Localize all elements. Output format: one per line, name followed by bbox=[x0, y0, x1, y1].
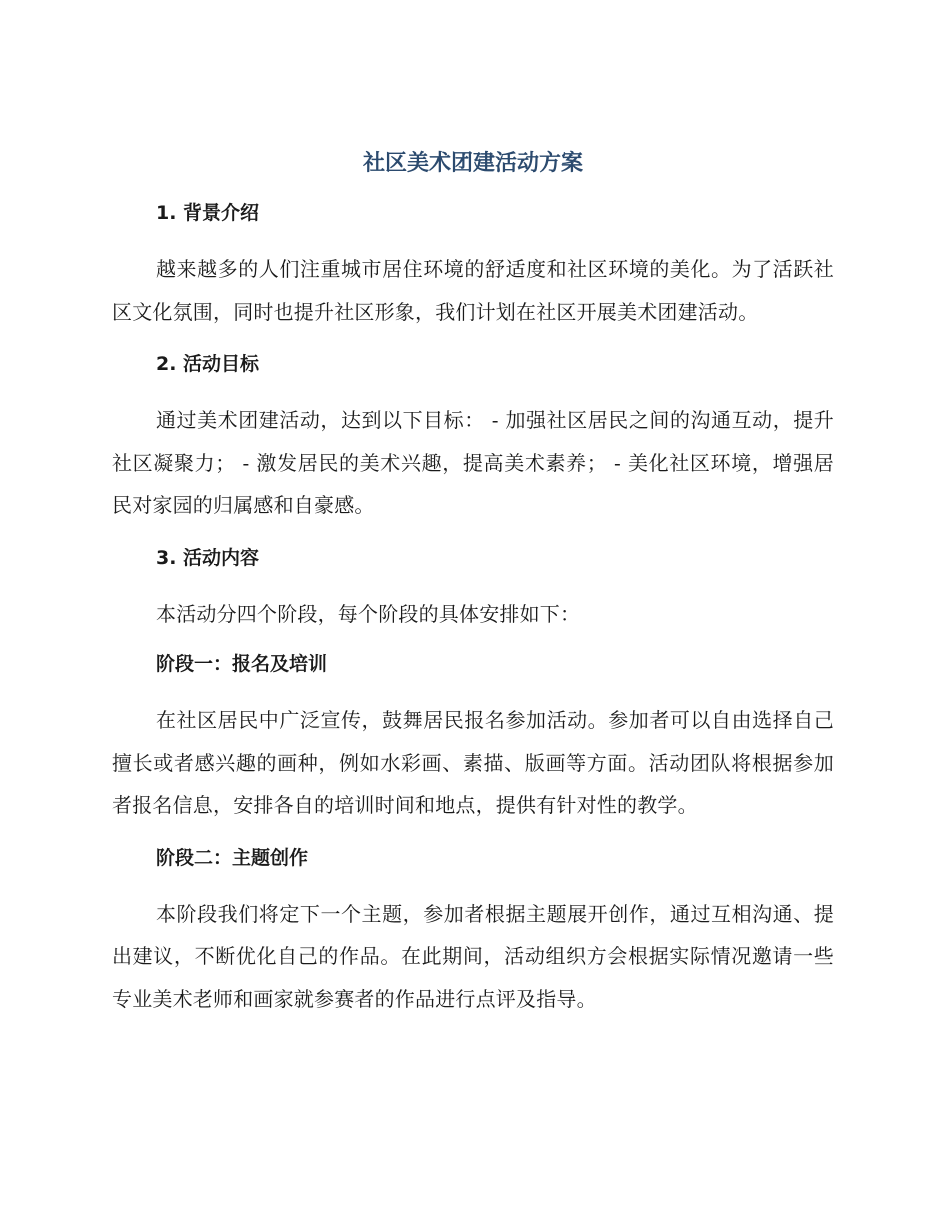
section-paragraph-goals: 通过美术团建活动，达到以下目标： - 加强社区居民之间的沟通互动，提升社区凝聚力； - 激发居民的美术兴趣，提高美术素养； - 美化社区环境，增强居民对家园的归属感和自豪感。 bbox=[112, 408, 834, 517]
section-heading-stage-two: 阶段二：主题创作 bbox=[156, 846, 309, 869]
section-heading-background: 1. 背景介绍 bbox=[156, 202, 260, 224]
section-heading-stage-one: 阶段一：报名及培训 bbox=[156, 653, 328, 675]
section-paragraph-stage-two: 本阶段我们将定下一个主题，参加者根据主题展开创作，通过互相沟通、提出建议，不断优化自己的作品。在此期间，活动组织方会根据实际情况邀请一些专业美术老师和画家就参赛者的作品进行点评及指导。 bbox=[112, 901, 834, 1011]
page-title: 社区美术团建活动方案 bbox=[362, 151, 583, 176]
section-paragraph-content: 本活动分四个阶段，每个阶段的具体安排如下： bbox=[156, 601, 581, 626]
section-paragraph-background: 越来越多的人们注重城市居住环境的舒适度和社区环境的美化。为了活跃社区文化氛围，同时也提升社区形象，我们计划在社区开展美术团建活动。 bbox=[112, 257, 834, 324]
section-heading-goals: 2. 活动目标 bbox=[156, 353, 260, 375]
section-paragraph-stage-one: 在社区居民中广泛宣传，鼓舞居民报名参加活动。参加者可以自由选择自己擅长或者感兴趣的画种，例如水彩画、素描、版画等方面。活动团队将根据参加者报名信息，安排各自的培训时间和地点，提供有针对性的教学。 bbox=[112, 708, 834, 817]
document-page bbox=[112, 146, 834, 1036]
section-heading-content: 3. 活动内容 bbox=[156, 546, 260, 569]
